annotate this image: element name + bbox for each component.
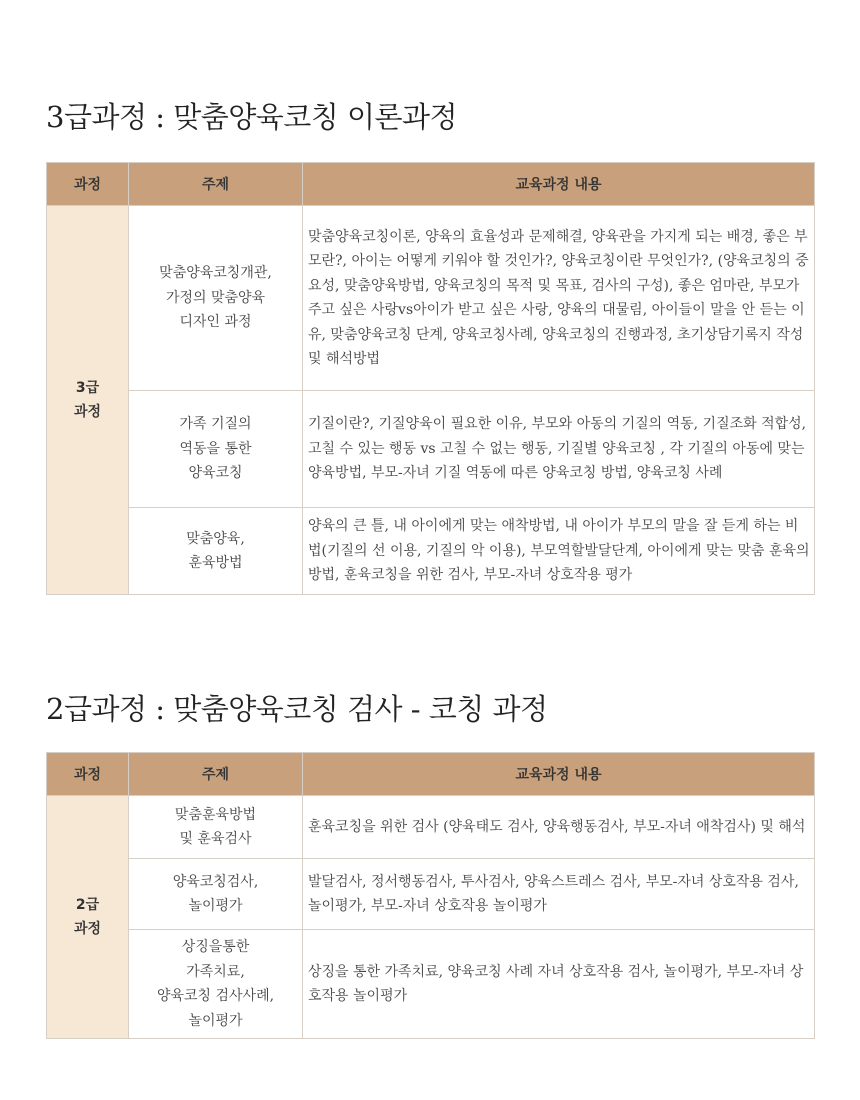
table-row (47, 796, 815, 859)
content-cell: 양육의 큰 틀, 내 아이에게 맞는 애착방법, 내 아이가 부모의 말을 잘 듣게 하는 비법(기질의 선 이용, 기질의 악 이용), 부모역할발달단계, 아이에게 맞는 맞춤 훈육의 방법, 훈육코칭을 위한 검사, 부모-자녀 상호작용 평가 (303, 508, 815, 595)
topic-cell: 맞춤훈육방법 및 훈육검사 (129, 796, 303, 859)
header-topic: 주제 (129, 753, 303, 796)
course-label-cell (47, 796, 129, 1039)
section-title-level2: 2급과정 : 맞춤양육코칭 검사 - 코칭 과정 (46, 692, 548, 726)
topic-cell: 가족 기질의 역동을 통한 양육코칭 (129, 391, 303, 508)
curriculum-table-level3 (46, 162, 815, 595)
header-content: 교육과정 내용 (303, 753, 815, 796)
topic-cell: 상징을통한 가족치료, 양육코칭 검사사례, 놀이평가 (129, 930, 303, 1039)
content-cell: 발달검사, 정서행동검사, 투사검사, 양육스트레스 검사, 부모-자녀 상호작용 검사, 놀이평가, 부모-자녀 상호작용 놀이평가 (303, 859, 815, 930)
topic-cell: 양육코칭검사, 놀이평가 (129, 859, 303, 930)
header-topic: 주제 (129, 163, 303, 206)
course-label: 2급 과정 (73, 897, 102, 937)
table-row (47, 391, 815, 508)
header-content: 교육과정 내용 (303, 163, 815, 206)
topic-cell: 맞춤양육, 훈육방법 (129, 508, 303, 595)
table-row (47, 859, 815, 930)
header-course: 과정 (47, 753, 129, 796)
curriculum-table-level2 (46, 752, 815, 1039)
content-cell: 기질이란?, 기질양육이 필요한 이유, 부모와 아동의 기질의 역동, 기질조화 적합성, 고칠 수 있는 행동 vs 고칠 수 없는 행동, 기질별 양육코칭 , 각 기질의 아동에 맞는 양육방법, 부모-자녀 기질 역동에 따른 양육코칭 방법, 양육코칭 사례 (303, 391, 815, 508)
course-label: 3급 과정 (73, 380, 102, 420)
course-label-cell (47, 206, 129, 595)
topic-cell: 맞춤양육코칭개관, 가정의 맞춤양육 디자인 과정 (129, 206, 303, 391)
content-cell: 상징을 통한 가족치료, 양육코칭 사례 자녀 상호작용 검사, 놀이평가, 부모-자녀 상호작용 놀이평가 (303, 930, 815, 1039)
content-cell: 훈육코칭을 위한 검사 (양육태도 검사, 양육행동검사, 부모-자녀 애착검사) 및 해석 (303, 796, 815, 859)
content-cell: 맞춤양육코칭이론, 양육의 효율성과 문제해결, 양육관을 가지게 되는 배경, 좋은 부모란?, 아이는 어떻게 키워야 할 것인가?, 양육코칭이란 무엇인가?, (양육코칭의 중요성, 맞춤양육방법, 양육코칭의 목적 및 목표, 검사의 구성), 좋은 엄마란, 부모가 주고 싶은 사랑vs아이가 받고 싶은 사랑, 양육의 대물림, 아이들이 말을 안 듣는 이유, 맞춤양육코칭 단계, 양육코칭사례, 양육코칭의 진행과정, 초기상담기록지 작성 및 해석방법 (303, 206, 815, 391)
table-row (47, 930, 815, 1039)
table-header-row (47, 753, 815, 796)
table-row (47, 508, 815, 595)
table-header-row (47, 163, 815, 206)
header-course: 과정 (47, 163, 129, 206)
section-title-level3: 3급과정 : 맞춤양육코칭 이론과정 (46, 100, 458, 134)
table-row (47, 206, 815, 391)
